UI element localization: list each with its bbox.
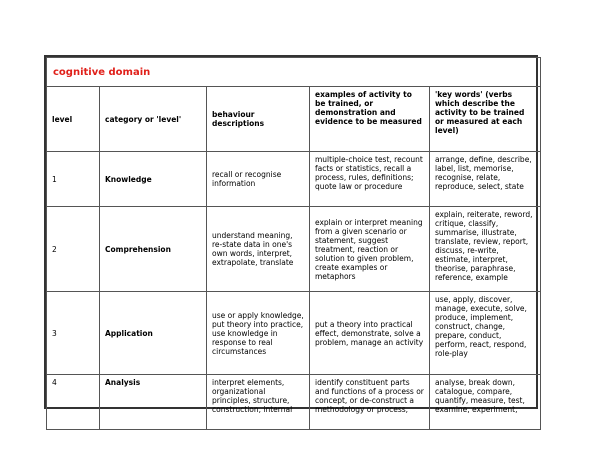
table-title: cognitive domain <box>47 58 541 87</box>
row-keywords: arrange, define, describe, label, list, memorise, recognise, relate, reproduce, select, state <box>430 152 541 207</box>
row-behaviour: interpret elements, organizational principles, structure, construction, internal <box>207 375 310 430</box>
table <box>46 57 541 430</box>
row-keywords: analyse, break down, catalogue, compare, quantify, measure, test, examine, experiment, <box>430 375 541 430</box>
header-row <box>47 87 541 152</box>
table-row <box>47 207 541 292</box>
row-category: Comprehension <box>100 207 207 292</box>
header-keywords: 'key words' (verbs which describe the activity to be trained or measured at each level) <box>430 87 541 152</box>
row-keywords: explain, reiterate, reword, critique, classify, summarise, illustrate, translate, review, report, discuss, re-write, estimate, interpret, theorise, paraphrase, reference, example <box>430 207 541 292</box>
row-examples: explain or interpret meaning from a given scenario or statement, suggest treatment, reaction or solution to given problem, create examples or metaphors <box>310 207 430 292</box>
row-behaviour: use or apply knowledge, put theory into practice, use knowledge in response to real circumstances <box>207 292 310 375</box>
row-category: Analysis <box>100 375 207 430</box>
row-category: Application <box>100 292 207 375</box>
table-row <box>47 375 541 430</box>
cognitive-domain-table <box>44 55 538 414</box>
row-level: 1 <box>47 152 100 207</box>
table-row <box>47 152 541 207</box>
header-level: level <box>47 87 100 152</box>
row-behaviour: recall or recognise information <box>207 152 310 207</box>
row-level: 4 <box>47 375 100 430</box>
header-behaviour: behaviour descriptions <box>207 87 310 152</box>
row-level: 3 <box>47 292 100 375</box>
row-behaviour: understand meaning, re-state data in one's own words, interpret, extrapolate, translate <box>207 207 310 292</box>
row-examples: put a theory into practical effect, demonstrate, solve a problem, manage an activity <box>310 292 430 375</box>
header-category: category or 'level' <box>100 87 207 152</box>
header-examples: examples of activity to be trained, or demonstration and evidence to be measured <box>310 87 430 152</box>
row-examples: multiple-choice test, recount facts or statistics, recall a process, rules, definitions; quote law or procedure <box>310 152 430 207</box>
row-examples: identify constituent parts and functions of a process or concept, or de-construct a methodology or process, <box>310 375 430 430</box>
row-keywords: use, apply, discover, manage, execute, solve, produce, implement, construct, change, prepare, conduct, perform, react, respond, role-play <box>430 292 541 375</box>
row-level: 2 <box>47 207 100 292</box>
row-category: Knowledge <box>100 152 207 207</box>
title-row <box>47 58 541 87</box>
table-row <box>47 292 541 375</box>
